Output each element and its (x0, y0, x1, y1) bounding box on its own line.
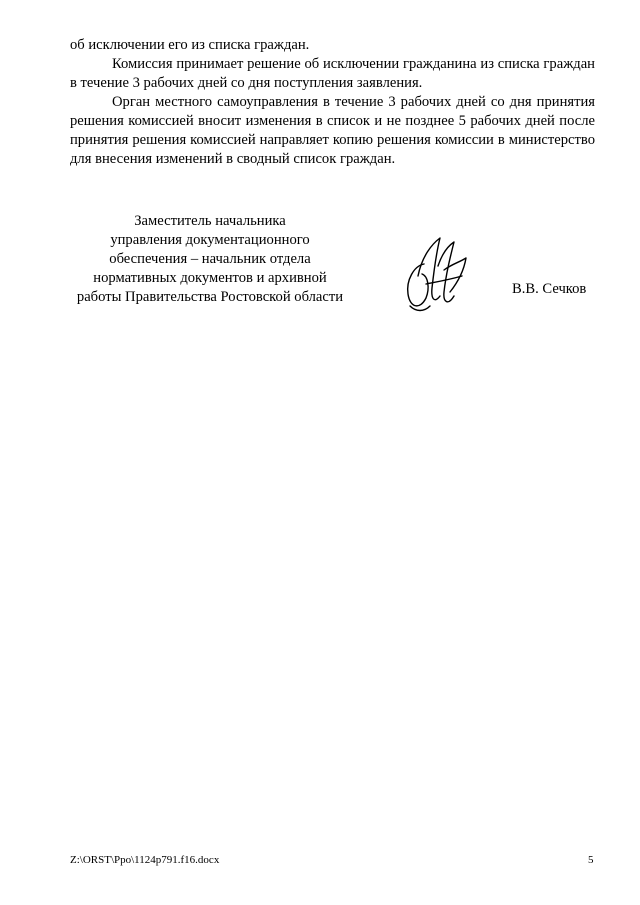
signer-title-line: обеспечения – начальник отдела (109, 251, 311, 267)
signer-title-line: работы Правительства Ростовской области (76, 289, 344, 305)
paragraph-commission-decision: Комиссия принимает решение об исключении гражданина из списка граждан в течение 3 рабочих дней со дня поступления заявления. (70, 56, 595, 91)
signer-title-line: Заместитель начальника (134, 213, 286, 229)
footer-file-path: Z:\ORST\Ppo\1124p791.f16.docx (70, 854, 220, 866)
paragraph-continuation: об исключении его из списка граждан. (70, 37, 310, 53)
body-text (70, 36, 595, 169)
signer-name: В.В. Сечков (512, 281, 587, 297)
signer-title-line: управления документационного (110, 232, 310, 248)
signer-title (70, 212, 350, 307)
paragraph-local-government: Орган местного самоуправления в течение 3 рабочих дней со дня принятия решения комиссией вносит изменения в список и не позднее 5 рабочих дней после принятия решения комиссией направляет копию решения комиссии в министерство для внесения изменений в сводный список граждан. (70, 94, 595, 167)
handwritten-signature (400, 236, 474, 314)
page-number: 5 (588, 854, 594, 866)
signer-title-line: нормативных документов и архивной (93, 270, 327, 286)
